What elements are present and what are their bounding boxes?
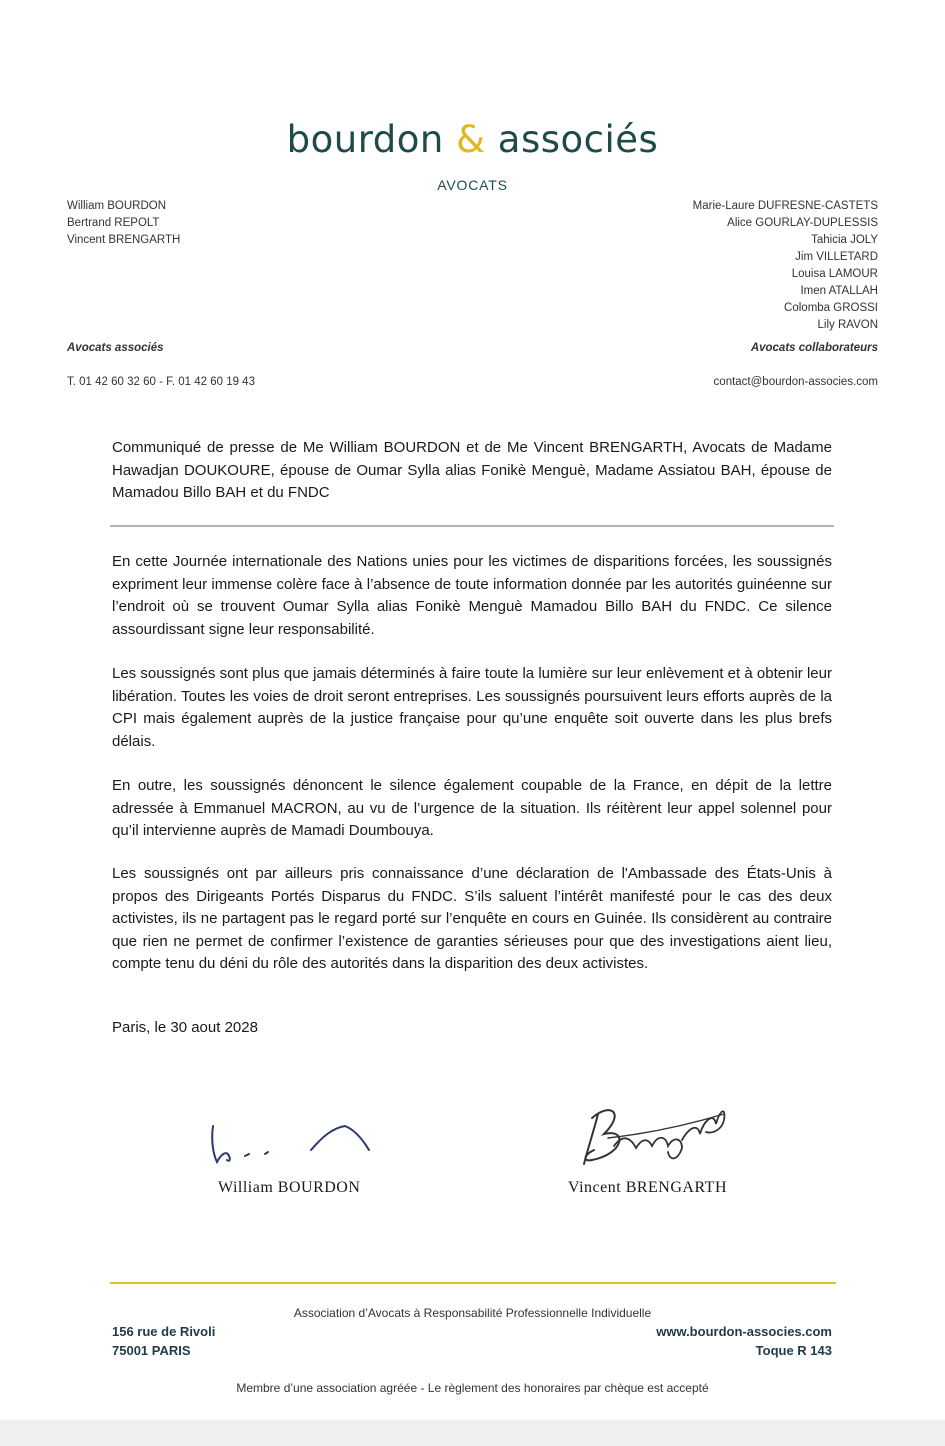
collaborators-role-label: Avocats collaborateurs	[750, 342, 878, 354]
body-paragraph: Les soussignés sont plus que jamais déterminés à faire toute la lumière sur leur enlèvement et à obtenir leur libération. Toutes les voies de droit seront entreprises. Les soussignés poursuivent leurs efforts auprès de la CPI mais également auprès de la justice française pour qu’une enquête soit ouverte dans les plus brefs délais.	[112, 665, 832, 750]
association-note: Association d’Avocats à Responsabilité Professionnelle Individuelle	[293, 1306, 652, 1320]
partners-list	[67, 198, 180, 249]
date-line: Paris, le 30 aout 2028	[112, 1019, 258, 1036]
partners-role-label: Avocats associés	[67, 342, 164, 354]
collaborator-name: Jim VILLETARD	[795, 251, 878, 263]
firm-subtitle: AVOCATS	[437, 177, 508, 193]
footer-divider	[110, 1282, 836, 1284]
partner-name: William BOURDON	[67, 200, 167, 212]
collaborator-name: Colomba GROSSI	[784, 302, 878, 314]
collaborator-name: Alice GOURLAY-DUPLESSIS	[727, 217, 878, 229]
firm-name-part2: associés	[497, 118, 659, 161]
postal-address	[112, 1322, 215, 1360]
web-and-toque	[656, 1322, 832, 1360]
subject-divider	[110, 525, 834, 527]
partner-name: Vincent BRENGARTH	[67, 234, 181, 246]
body-paragraph: En cette Journée internationale des Nations unies pour les victimes de disparitions forcées, les soussignés expriment leur immense colère face à l’absence de toute information donnée par les autorités guinéenne sur l’endroit où se trouvent Oumar Sylla alias Fonikè Menguè Mamadou Billo BAH du FNDC. Ce silence assourdissant signe leur responsabilité.	[112, 553, 832, 638]
signatory-name-left: William BOURDON	[218, 1179, 361, 1196]
collaborator-name: Imen ATALLAH	[800, 285, 878, 297]
body-paragraph: Les soussignés ont par ailleurs pris connaissance d’une déclaration de l'Ambassade des États-Unis à propos des Dirigeants Portés Disparus du FNDC. S’ils saluent l’intérêt manifesté pour le cas des deux activistes, ils ne partagent pas le regard porté sur l’enquête en cours en Guinée. Ils considèrent au contraire que rien ne permet de confirmer l’existence de garanties sérieuses pour que des investigations aient lieu, compte tenu du déni du rôle des autorités dans la disparition des deux activistes.	[112, 865, 832, 972]
member-note: Membre d’une association agréée - Le règlement des honoraires par chèque est accepté	[236, 1381, 709, 1395]
bourdon-signature	[205, 1110, 385, 1170]
website-link[interactable]: www.bourdon-associes.com	[656, 1324, 832, 1339]
collaborator-name: Tahicia JOLY	[811, 234, 878, 246]
press-release-subject: Communiqué de presse de Me William BOURDON et de Me Vincent BRENGARTH, Avocats de Madame Hawadjan DOUKOURE, épouse de Oumar Sylla alias Fonikè Menguè, Madame Assiatou BAH, épouse de Mamadou Billo BAH et du FNDC	[112, 439, 832, 501]
brengarth-signature	[574, 1090, 744, 1180]
phone-fax: T. 01 42 60 32 60 - F. 01 42 60 19 43	[67, 376, 255, 388]
signatory-name-right: Vincent BRENGARTH	[568, 1179, 728, 1196]
collaborators-list	[693, 198, 878, 334]
firm-logo	[0, 118, 945, 161]
firm-name-ampersand: &	[456, 118, 486, 161]
body-paragraph: En outre, les soussignés dénoncent le silence également coupable de la France, en dépit de la lettre adressée à Emmanuel MACRON, au vu de l’urgence de la situation. Ils réitèrent leur appel solennel pour qu’il intervienne auprès de Mamadi Doumbouya.	[112, 777, 832, 839]
toque-number: Toque R 143	[755, 1343, 832, 1358]
collaborator-name: Marie-Laure DUFRESNE-CASTETS	[692, 200, 878, 212]
collaborator-name: Lily RAVON	[817, 319, 878, 331]
address-city: 75001 PARIS	[112, 1343, 191, 1358]
page-bottom-band	[0, 1420, 945, 1446]
partner-name: Bertrand REPOLT	[67, 217, 160, 229]
firm-name-part1: bourdon	[286, 118, 444, 161]
address-street: 156 rue de Rivoli	[112, 1324, 216, 1339]
contact-email: contact@bourdon-associes.com	[713, 376, 878, 388]
collaborator-name: Louisa LAMOUR	[791, 268, 878, 280]
